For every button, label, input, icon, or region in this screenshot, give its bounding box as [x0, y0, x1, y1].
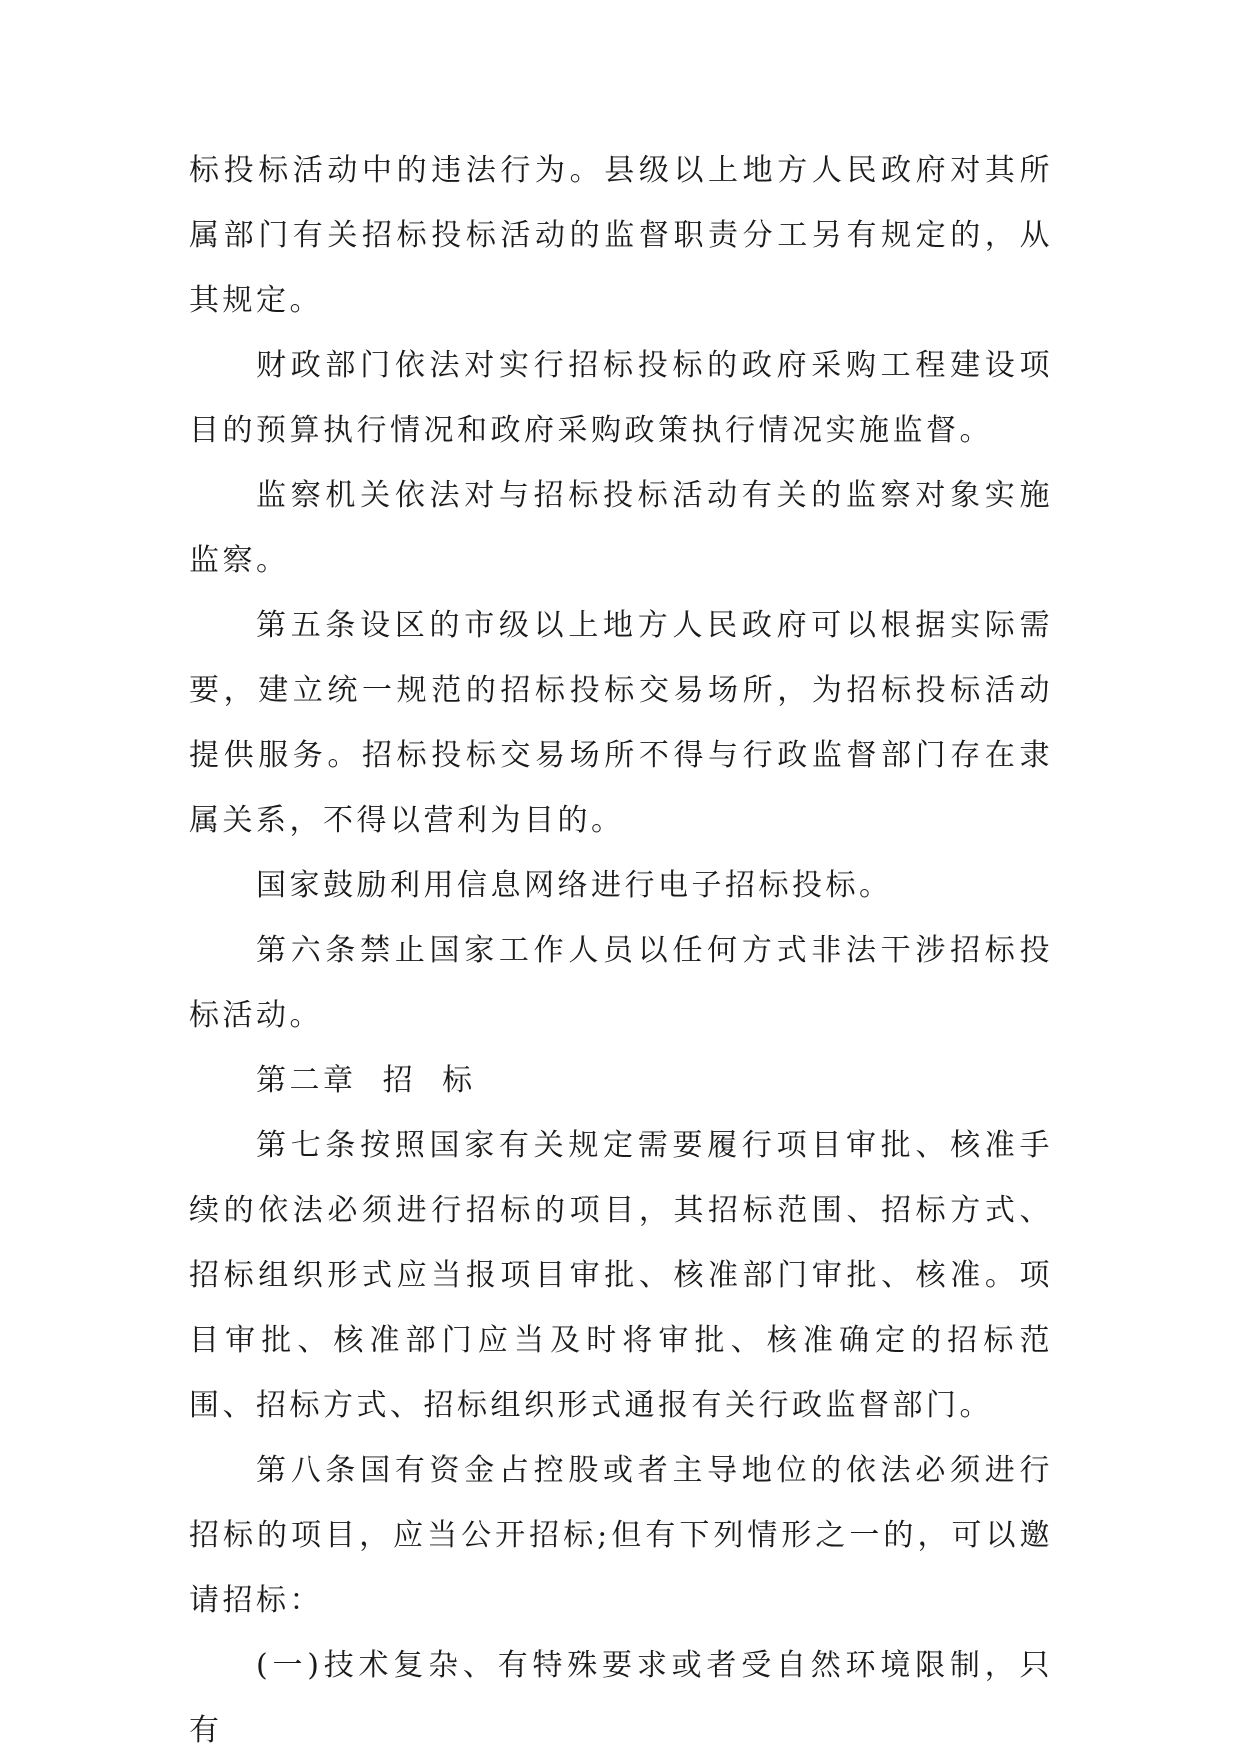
paragraph-item-1: (一)技术复杂、有特殊要求或者受自然环境限制，只有: [189, 1648, 1053, 1748]
paragraph-article-5: 第五条设区的市级以上地方人民政府可以根据实际需要，建立统一规范的招标投标交易场所，为招标投标活动提供服务。招标投标交易场所不得与行政监督部门存在隶属关系，不得以营利为目的。: [189, 608, 1053, 838]
paragraph-1: 标投标活动中的违法行为。县级以上地方人民政府对其所属部门有关招标投标活动的监督职责分工另有规定的，从其规定。: [189, 153, 1053, 318]
paragraph-5: 国家鼓励利用信息网络进行电子招标投标。: [256, 868, 893, 903]
paragraph-3: 监察机关依法对与招标投标活动有关的监察对象实施监察。: [189, 478, 1053, 578]
paragraph-article-8: 第八条国有资金占控股或者主导地位的依法必须进行招标的项目，应当公开招标;但有下列情形之一的，可以邀请招标：: [189, 1453, 1053, 1618]
document-body: [189, 138, 1053, 1763]
paragraph-article-7: 第七条按照国家有关规定需要履行项目审批、核准手续的依法必须进行招标的项目，其招标范围、招标方式、招标组织形式应当报项目审批、核准部门审批、核准。项目审批、核准部门应当及时将审批、核准确定的招标范围、招标方式、招标组织形式通报有关行政监督部门。: [189, 1128, 1053, 1423]
chapter-heading: 第二章 招 标: [256, 1063, 476, 1098]
paragraph-2: 财政部门依法对实行招标投标的政府采购工程建设项目的预算执行情况和政府采购政策执行情况实施监督。: [189, 348, 1053, 448]
paragraph-article-6: 第六条禁止国家工作人员以任何方式非法干涉招标投标活动。: [189, 933, 1053, 1033]
